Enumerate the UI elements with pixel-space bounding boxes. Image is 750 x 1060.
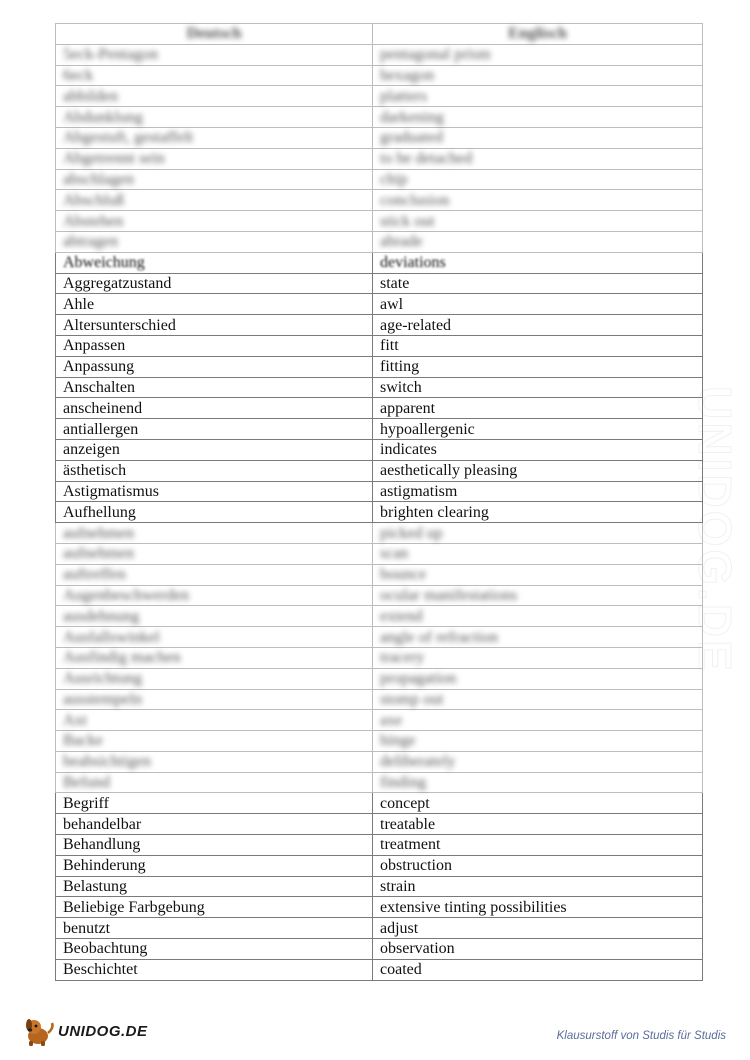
english-term-cell: treatable bbox=[373, 814, 703, 835]
table-row bbox=[56, 814, 703, 835]
english-term-cell: finding bbox=[373, 772, 703, 793]
english-term-cell: deliberately bbox=[373, 751, 703, 772]
table-row bbox=[56, 606, 703, 627]
footer-tagline: Klausurstoff von Studis für Studis bbox=[556, 1030, 726, 1042]
table-row bbox=[56, 398, 703, 419]
table-row bbox=[56, 772, 703, 793]
table-row bbox=[56, 169, 703, 190]
german-term-cell: behandelbar bbox=[56, 814, 373, 835]
german-term-cell: antiallergen bbox=[56, 419, 373, 440]
english-term-cell: indicates bbox=[373, 439, 703, 460]
german-term-cell: Behinderung bbox=[56, 855, 373, 876]
english-term-cell: hexagon bbox=[373, 65, 703, 86]
english-term-cell: concept bbox=[373, 793, 703, 814]
table-row bbox=[56, 481, 703, 502]
table-row bbox=[56, 86, 703, 107]
english-term-cell: abrade bbox=[373, 231, 703, 252]
watermark-text: UNIDOG.DE bbox=[689, 386, 741, 674]
english-term-cell: strain bbox=[373, 876, 703, 897]
table-row bbox=[56, 689, 703, 710]
unidog-logo bbox=[22, 1014, 148, 1048]
english-term-cell: treatment bbox=[373, 835, 703, 856]
table-row bbox=[56, 523, 703, 544]
table-row bbox=[56, 148, 703, 169]
table-row bbox=[56, 356, 703, 377]
german-term-cell: Belastung bbox=[56, 876, 373, 897]
german-term-cell: abschlagen bbox=[56, 169, 373, 190]
german-term-cell: Beschichtet bbox=[56, 959, 373, 980]
table-row bbox=[56, 335, 703, 356]
table-row bbox=[56, 419, 703, 440]
german-term-cell: Ausrichtung bbox=[56, 668, 373, 689]
table-row bbox=[56, 731, 703, 752]
table-row bbox=[56, 439, 703, 460]
english-term-cell: stick out bbox=[373, 211, 703, 232]
english-term-cell: extend bbox=[373, 606, 703, 627]
german-term-cell: benutzt bbox=[56, 918, 373, 939]
table-row bbox=[56, 939, 703, 960]
german-term-cell: Anschalten bbox=[56, 377, 373, 398]
german-term-cell: 5eck-Pentagon bbox=[56, 44, 373, 65]
english-term-cell: angle of refraction bbox=[373, 627, 703, 648]
table-row bbox=[56, 294, 703, 315]
english-term-cell: fitt bbox=[373, 335, 703, 356]
table-row bbox=[56, 585, 703, 606]
english-term-cell: hinge bbox=[373, 731, 703, 752]
english-term-cell: astigmatism bbox=[373, 481, 703, 502]
german-term-cell: Ausfallswinkel bbox=[56, 627, 373, 648]
dog-mascot-icon bbox=[22, 1014, 56, 1048]
english-term-cell: deviations bbox=[373, 252, 703, 273]
table-row bbox=[56, 190, 703, 211]
german-term-cell: Axt bbox=[56, 710, 373, 731]
table-row bbox=[56, 897, 703, 918]
german-term-cell: Befund bbox=[56, 772, 373, 793]
german-term-cell: abbilden bbox=[56, 86, 373, 107]
english-term-cell: axe bbox=[373, 710, 703, 731]
logo-text: UNIDOG.DE bbox=[58, 1022, 148, 1040]
table-row bbox=[56, 959, 703, 980]
table-row bbox=[56, 647, 703, 668]
german-term-cell: Beobachtung bbox=[56, 939, 373, 960]
german-term-cell: Abgetrennt sein bbox=[56, 148, 373, 169]
english-term-cell: extensive tinting possibilities bbox=[373, 897, 703, 918]
english-term-cell: chip bbox=[373, 169, 703, 190]
german-term-cell: Anpassen bbox=[56, 335, 373, 356]
german-term-cell: beabsichtigen bbox=[56, 751, 373, 772]
english-term-cell: apparent bbox=[373, 398, 703, 419]
english-term-cell: darkening bbox=[373, 107, 703, 128]
table-row bbox=[56, 231, 703, 252]
english-term-cell: picked up bbox=[373, 523, 703, 544]
english-term-cell: age-related bbox=[373, 315, 703, 336]
table-row bbox=[56, 377, 703, 398]
english-term-cell: propagation bbox=[373, 668, 703, 689]
table-row bbox=[56, 273, 703, 294]
german-term-cell: Abschluß bbox=[56, 190, 373, 211]
german-term-cell: Backe bbox=[56, 731, 373, 752]
german-term-cell: Aufhellung bbox=[56, 502, 373, 523]
english-term-cell: state bbox=[373, 273, 703, 294]
german-term-cell: anscheinend bbox=[56, 398, 373, 419]
table-row bbox=[56, 627, 703, 648]
table-row bbox=[56, 460, 703, 481]
english-term-cell: obstruction bbox=[373, 855, 703, 876]
english-term-cell: ocular manifestations bbox=[373, 585, 703, 606]
english-term-cell: switch bbox=[373, 377, 703, 398]
english-term-cell: awl bbox=[373, 294, 703, 315]
german-term-cell: Abweichung bbox=[56, 252, 373, 273]
table-row bbox=[56, 502, 703, 523]
german-term-cell: Augenbeschwerden bbox=[56, 585, 373, 606]
german-term-cell: ausstempeln bbox=[56, 689, 373, 710]
table-row bbox=[56, 107, 703, 128]
table-row bbox=[56, 793, 703, 814]
table-row bbox=[56, 918, 703, 939]
english-term-cell: pentagonal prism bbox=[373, 44, 703, 65]
table-row bbox=[56, 876, 703, 897]
vocabulary-table bbox=[55, 23, 703, 981]
german-term-cell: aufnehmen bbox=[56, 523, 373, 544]
german-term-cell: Begriff bbox=[56, 793, 373, 814]
english-term-cell: hypoallergenic bbox=[373, 419, 703, 440]
german-term-cell: ausdehnung bbox=[56, 606, 373, 627]
table-row bbox=[56, 668, 703, 689]
german-term-cell: anzeigen bbox=[56, 439, 373, 460]
table-row bbox=[56, 543, 703, 564]
english-term-cell: coated bbox=[373, 959, 703, 980]
table-row bbox=[56, 127, 703, 148]
column-header-german: Deutsch bbox=[56, 24, 373, 45]
english-term-cell: scan bbox=[373, 543, 703, 564]
german-term-cell: Ahle bbox=[56, 294, 373, 315]
english-term-cell: to be detached bbox=[373, 148, 703, 169]
table-row bbox=[56, 44, 703, 65]
english-term-cell: platters bbox=[373, 86, 703, 107]
german-term-cell: Anpassung bbox=[56, 356, 373, 377]
table-row bbox=[56, 211, 703, 232]
english-term-cell: graduated bbox=[373, 127, 703, 148]
german-term-cell: aufnehmen bbox=[56, 543, 373, 564]
table-header-row bbox=[56, 24, 703, 45]
table-row bbox=[56, 564, 703, 585]
table-row bbox=[56, 65, 703, 86]
german-term-cell: Abgestuft, gestaffelt bbox=[56, 127, 373, 148]
vocabulary-table-body bbox=[56, 44, 703, 980]
table-row bbox=[56, 252, 703, 273]
english-term-cell: tracery bbox=[373, 647, 703, 668]
german-term-cell: Ausfindig machen bbox=[56, 647, 373, 668]
english-term-cell: bounce bbox=[373, 564, 703, 585]
german-term-cell: Altersunterschied bbox=[56, 315, 373, 336]
english-term-cell: conclusion bbox=[373, 190, 703, 211]
table-row bbox=[56, 835, 703, 856]
table-row bbox=[56, 315, 703, 336]
german-term-cell: 6eck bbox=[56, 65, 373, 86]
english-term-cell: fitting bbox=[373, 356, 703, 377]
german-term-cell: Beliebige Farbgebung bbox=[56, 897, 373, 918]
german-term-cell: Behandlung bbox=[56, 835, 373, 856]
german-term-cell: auftreffen bbox=[56, 564, 373, 585]
german-term-cell: Aggregatzustand bbox=[56, 273, 373, 294]
english-term-cell: stomp out bbox=[373, 689, 703, 710]
table-row bbox=[56, 751, 703, 772]
german-term-cell: Astigmatismus bbox=[56, 481, 373, 502]
german-term-cell: Abdunklung bbox=[56, 107, 373, 128]
table-row bbox=[56, 710, 703, 731]
german-term-cell: Abstehen bbox=[56, 211, 373, 232]
german-term-cell: abtragen bbox=[56, 231, 373, 252]
column-header-english: Englisch bbox=[373, 24, 703, 45]
english-term-cell: aesthetically pleasing bbox=[373, 460, 703, 481]
german-term-cell: ästhetisch bbox=[56, 460, 373, 481]
english-term-cell: observation bbox=[373, 939, 703, 960]
table-row bbox=[56, 855, 703, 876]
english-term-cell: brighten clearing bbox=[373, 502, 703, 523]
english-term-cell: adjust bbox=[373, 918, 703, 939]
